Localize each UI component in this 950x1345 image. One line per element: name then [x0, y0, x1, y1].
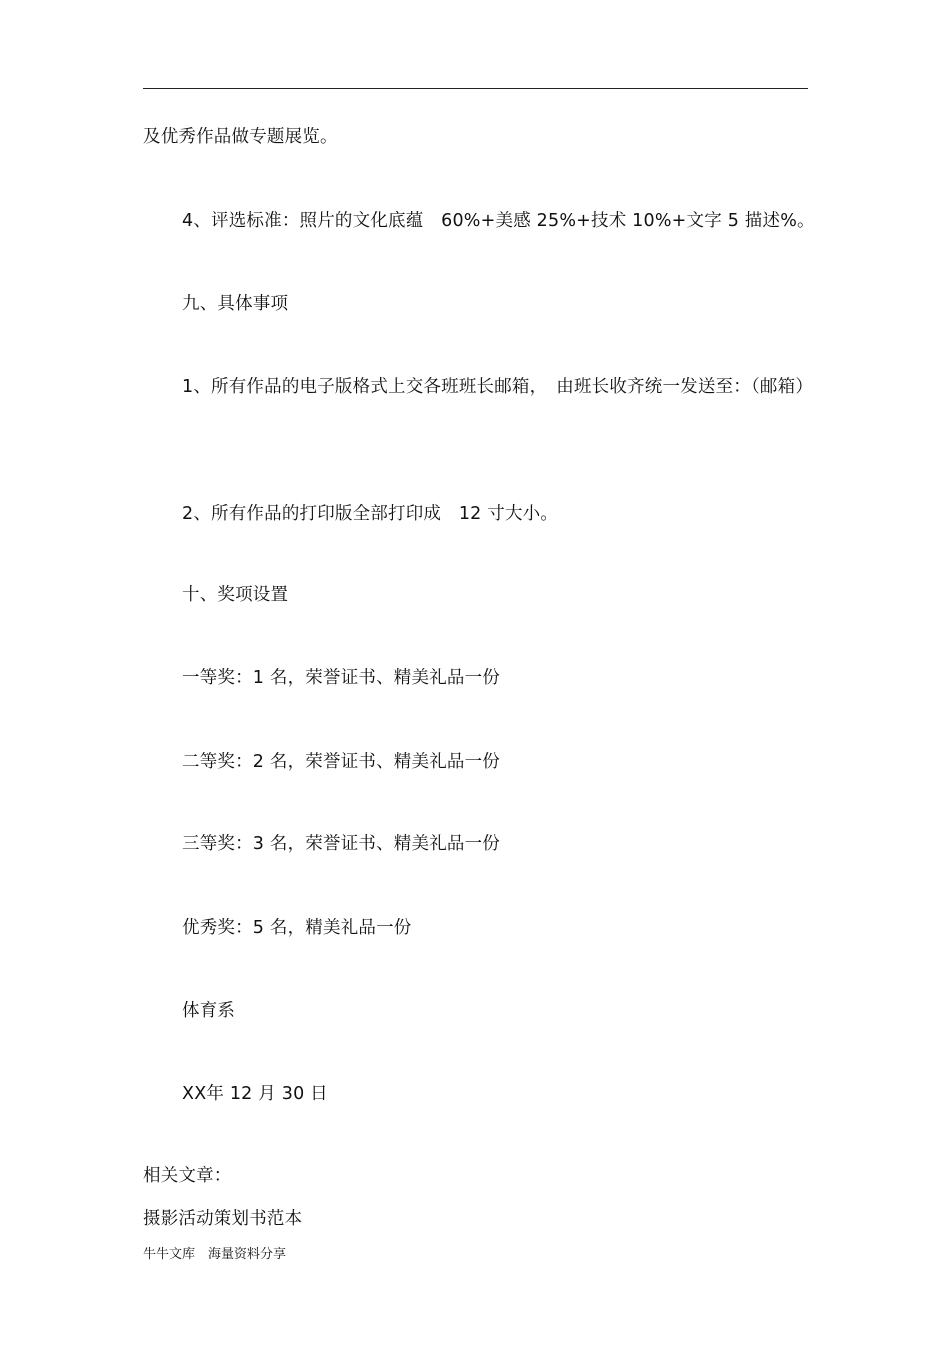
- continuation-paragraph: 及优秀作品做专题展览。: [143, 127, 338, 147]
- prize-first: 一等奖：1 名，荣誉证书、精美礼品一份: [182, 668, 500, 688]
- section-10-heading: 十、奖项设置: [182, 585, 289, 605]
- criteria-paragraph: 4、评选标准：照片的文化底蕴 60%+美感 25%+技术 10%+文字 5 描述%。: [182, 211, 815, 231]
- signature-date: XX年 12 月 30 日: [182, 1084, 328, 1104]
- signature-department: 体育系: [182, 1001, 236, 1021]
- item-1-paragraph: 1、所有作品的电子版格式上交各班班长邮箱， 由班长收齐统一发送至：（邮箱）: [182, 377, 814, 397]
- page-footer: 牛牛文库 海量资料分享: [143, 1247, 287, 1262]
- related-articles-label: 相关文章：: [143, 1166, 232, 1186]
- item-2-paragraph: 2、所有作品的打印版全部打印成 12 寸大小。: [182, 504, 559, 524]
- prize-third: 三等奖：3 名，荣誉证书、精美礼品一份: [182, 834, 500, 854]
- header-rule: [143, 88, 808, 89]
- prize-excellent: 优秀奖：5 名，精美礼品一份: [182, 918, 412, 938]
- prize-second: 二等奖：2 名，荣誉证书、精美礼品一份: [182, 752, 500, 772]
- related-article-link[interactable]: 摄影活动策划书范本: [143, 1209, 303, 1229]
- section-9-heading: 九、具体事项: [182, 294, 289, 314]
